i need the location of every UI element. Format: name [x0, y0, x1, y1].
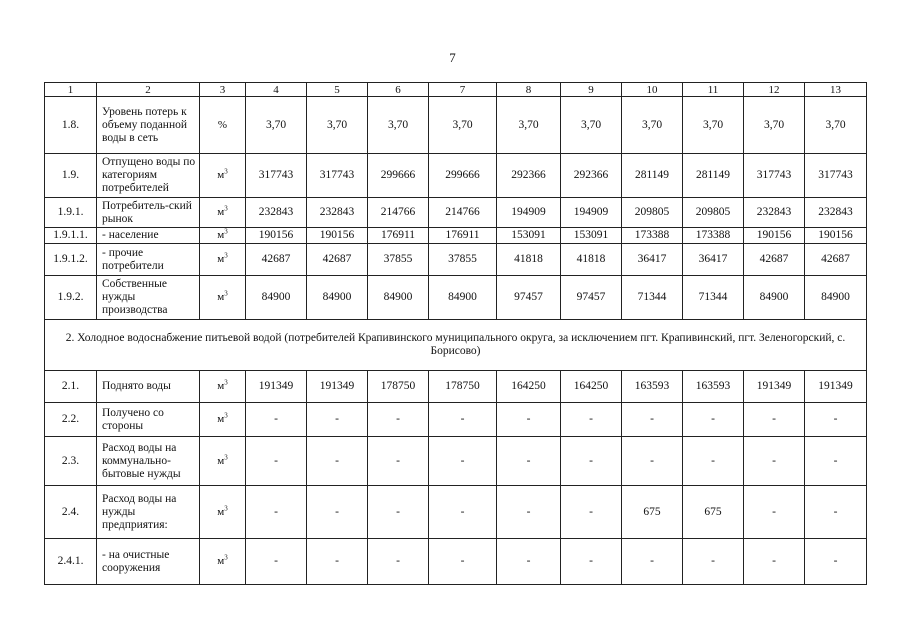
- value-cell: -: [497, 486, 561, 539]
- unit-exponent: 3: [224, 251, 228, 260]
- value-cell: -: [246, 539, 307, 585]
- unit-exponent: 3: [224, 167, 228, 176]
- column-number: 1: [45, 83, 97, 97]
- row-label: - прочие потребители: [97, 244, 200, 276]
- value-cell: 232843: [805, 198, 867, 228]
- value-cell: -: [805, 486, 867, 539]
- value-cell: 194909: [497, 198, 561, 228]
- value-cell: 84900: [744, 276, 805, 320]
- value-cell: 317743: [744, 154, 805, 198]
- row-unit: %: [200, 97, 246, 154]
- column-number: 8: [497, 83, 561, 97]
- value-cell: 176911: [429, 228, 497, 244]
- table-row: [45, 371, 867, 403]
- value-cell: 232843: [307, 198, 368, 228]
- unit-exponent: 3: [224, 227, 228, 236]
- unit-exponent: 3: [224, 503, 228, 512]
- table-row: [45, 486, 867, 539]
- value-cell: -: [429, 403, 497, 437]
- value-cell: -: [744, 437, 805, 486]
- row-unit: $м^3$: [200, 371, 246, 403]
- row-label: Расход воды на нужды предприятия:: [97, 486, 200, 539]
- value-cell: 214766: [429, 198, 497, 228]
- value-cell: 317743: [307, 154, 368, 198]
- value-cell: -: [307, 437, 368, 486]
- value-cell: 163593: [683, 371, 744, 403]
- row-label: Собственные нужды производства: [97, 276, 200, 320]
- row-unit: $м^3$: [200, 437, 246, 486]
- value-cell: -: [805, 539, 867, 585]
- unit-exponent: 3: [224, 452, 228, 461]
- value-cell: -: [683, 437, 744, 486]
- value-cell: -: [805, 403, 867, 437]
- value-cell: 232843: [246, 198, 307, 228]
- unit-exponent: 3: [224, 378, 228, 387]
- table-row: [45, 276, 867, 320]
- value-cell: 299666: [368, 154, 429, 198]
- value-cell: 42687: [744, 244, 805, 276]
- value-cell: 3,70: [307, 97, 368, 154]
- column-number: 5: [307, 83, 368, 97]
- value-cell: 36417: [622, 244, 683, 276]
- row-label: Расход воды на коммунально-бытовые нужды: [97, 437, 200, 486]
- value-cell: -: [683, 539, 744, 585]
- value-cell: -: [497, 539, 561, 585]
- row-number: 1.9.: [45, 154, 97, 198]
- column-number: 9: [561, 83, 622, 97]
- value-cell: -: [497, 403, 561, 437]
- value-cell: 190156: [307, 228, 368, 244]
- column-number: 6: [368, 83, 429, 97]
- value-cell: 42687: [246, 244, 307, 276]
- table-row: [45, 244, 867, 276]
- value-cell: 84900: [246, 276, 307, 320]
- value-cell: 173388: [683, 228, 744, 244]
- section-title: 2. Холодное водоснабжение питьевой водой (потребителей Крапивинского муниципального округа, за исключением пгт. Крапивинский, пгт. Зеленогорский, с. Борисово): [45, 320, 867, 371]
- value-cell: 3,70: [368, 97, 429, 154]
- value-cell: -: [622, 403, 683, 437]
- value-cell: 42687: [805, 244, 867, 276]
- table-row: [45, 437, 867, 486]
- value-cell: -: [429, 437, 497, 486]
- value-cell: 190156: [246, 228, 307, 244]
- row-number: 2.4.: [45, 486, 97, 539]
- value-cell: 299666: [429, 154, 497, 198]
- value-cell: 191349: [307, 371, 368, 403]
- value-cell: 3,70: [497, 97, 561, 154]
- water-balance-table: [44, 82, 867, 585]
- column-number: 4: [246, 83, 307, 97]
- row-unit: $м^3$: [200, 244, 246, 276]
- column-number: 13: [805, 83, 867, 97]
- unit-exponent: 3: [224, 553, 228, 562]
- value-cell: 675: [683, 486, 744, 539]
- value-cell: -: [246, 486, 307, 539]
- table-row: [45, 539, 867, 585]
- value-cell: 281149: [683, 154, 744, 198]
- value-cell: 292366: [497, 154, 561, 198]
- row-number: 1.9.1.1.: [45, 228, 97, 244]
- row-number: 2.1.: [45, 371, 97, 403]
- column-number: 7: [429, 83, 497, 97]
- value-cell: 71344: [683, 276, 744, 320]
- value-cell: 97457: [497, 276, 561, 320]
- value-cell: 194909: [561, 198, 622, 228]
- column-number: 3: [200, 83, 246, 97]
- value-cell: 3,70: [561, 97, 622, 154]
- value-cell: 84900: [368, 276, 429, 320]
- value-cell: -: [307, 486, 368, 539]
- value-cell: 317743: [805, 154, 867, 198]
- table-row: [45, 403, 867, 437]
- value-cell: -: [744, 403, 805, 437]
- value-cell: 153091: [561, 228, 622, 244]
- value-cell: 232843: [744, 198, 805, 228]
- table-row: [45, 228, 867, 244]
- value-cell: 3,70: [744, 97, 805, 154]
- value-cell: 675: [622, 486, 683, 539]
- row-unit: $м^3$: [200, 198, 246, 228]
- column-number: 11: [683, 83, 744, 97]
- value-cell: -: [561, 437, 622, 486]
- value-cell: -: [744, 486, 805, 539]
- value-cell: 164250: [497, 371, 561, 403]
- value-cell: -: [561, 486, 622, 539]
- column-number: 10: [622, 83, 683, 97]
- value-cell: 173388: [622, 228, 683, 244]
- value-cell: -: [622, 437, 683, 486]
- value-cell: 190156: [805, 228, 867, 244]
- row-number: 1.9.2.: [45, 276, 97, 320]
- value-cell: -: [805, 437, 867, 486]
- value-cell: 191349: [744, 371, 805, 403]
- value-cell: 190156: [744, 228, 805, 244]
- value-cell: -: [368, 437, 429, 486]
- value-cell: -: [429, 539, 497, 585]
- column-number-row: [45, 83, 867, 97]
- table-row: [45, 198, 867, 228]
- value-cell: 178750: [368, 371, 429, 403]
- value-cell: 191349: [805, 371, 867, 403]
- value-cell: -: [307, 403, 368, 437]
- value-cell: -: [561, 403, 622, 437]
- value-cell: 84900: [307, 276, 368, 320]
- value-cell: 164250: [561, 371, 622, 403]
- row-number: 1.9.1.: [45, 198, 97, 228]
- row-label: - население: [97, 228, 200, 244]
- value-cell: 84900: [429, 276, 497, 320]
- row-unit: $м^3$: [200, 276, 246, 320]
- value-cell: 178750: [429, 371, 497, 403]
- value-cell: 3,70: [683, 97, 744, 154]
- value-cell: 3,70: [246, 97, 307, 154]
- value-cell: -: [368, 403, 429, 437]
- value-cell: 209805: [622, 198, 683, 228]
- row-unit: $м^3$: [200, 403, 246, 437]
- value-cell: 3,70: [805, 97, 867, 154]
- row-number: 2.3.: [45, 437, 97, 486]
- value-cell: -: [368, 539, 429, 585]
- value-cell: -: [744, 539, 805, 585]
- value-cell: 84900: [805, 276, 867, 320]
- section-row: [45, 320, 867, 371]
- value-cell: 3,70: [622, 97, 683, 154]
- unit-exponent: 3: [224, 411, 228, 420]
- value-cell: 37855: [429, 244, 497, 276]
- value-cell: -: [368, 486, 429, 539]
- row-unit: $м^3$: [200, 154, 246, 198]
- table-row: [45, 154, 867, 198]
- row-number: 1.8.: [45, 97, 97, 154]
- value-cell: 209805: [683, 198, 744, 228]
- row-unit: $м^3$: [200, 228, 246, 244]
- row-label: - на очистные сооружения: [97, 539, 200, 585]
- row-unit: $м^3$: [200, 539, 246, 585]
- column-number: 12: [744, 83, 805, 97]
- value-cell: -: [683, 403, 744, 437]
- row-label: Уровень потерь к объему поданной воды в сеть: [97, 97, 200, 154]
- value-cell: 71344: [622, 276, 683, 320]
- row-label: Получено со стороны: [97, 403, 200, 437]
- row-unit: $м^3$: [200, 486, 246, 539]
- unit-exponent: 3: [224, 204, 228, 213]
- value-cell: -: [622, 539, 683, 585]
- value-cell: -: [429, 486, 497, 539]
- value-cell: -: [561, 539, 622, 585]
- value-cell: 176911: [368, 228, 429, 244]
- value-cell: 37855: [368, 244, 429, 276]
- column-number: 2: [97, 83, 200, 97]
- value-cell: 41818: [497, 244, 561, 276]
- unit-exponent: 3: [224, 289, 228, 298]
- page-number: 7: [449, 50, 456, 65]
- value-cell: 163593: [622, 371, 683, 403]
- value-cell: 281149: [622, 154, 683, 198]
- row-number: 2.4.1.: [45, 539, 97, 585]
- value-cell: -: [307, 539, 368, 585]
- value-cell: 214766: [368, 198, 429, 228]
- value-cell: 41818: [561, 244, 622, 276]
- value-cell: -: [497, 437, 561, 486]
- value-cell: 97457: [561, 276, 622, 320]
- value-cell: 153091: [497, 228, 561, 244]
- row-label: Отпущено воды по категориям потребителей: [97, 154, 200, 198]
- value-cell: 292366: [561, 154, 622, 198]
- value-cell: 191349: [246, 371, 307, 403]
- row-label: Поднято воды: [97, 371, 200, 403]
- row-number: 2.2.: [45, 403, 97, 437]
- table-row: [45, 97, 867, 154]
- value-cell: 42687: [307, 244, 368, 276]
- value-cell: -: [246, 403, 307, 437]
- value-cell: 36417: [683, 244, 744, 276]
- value-cell: -: [246, 437, 307, 486]
- row-label: Потребитель-ский рынок: [97, 198, 200, 228]
- row-number: 1.9.1.2.: [45, 244, 97, 276]
- value-cell: 317743: [246, 154, 307, 198]
- value-cell: 3,70: [429, 97, 497, 154]
